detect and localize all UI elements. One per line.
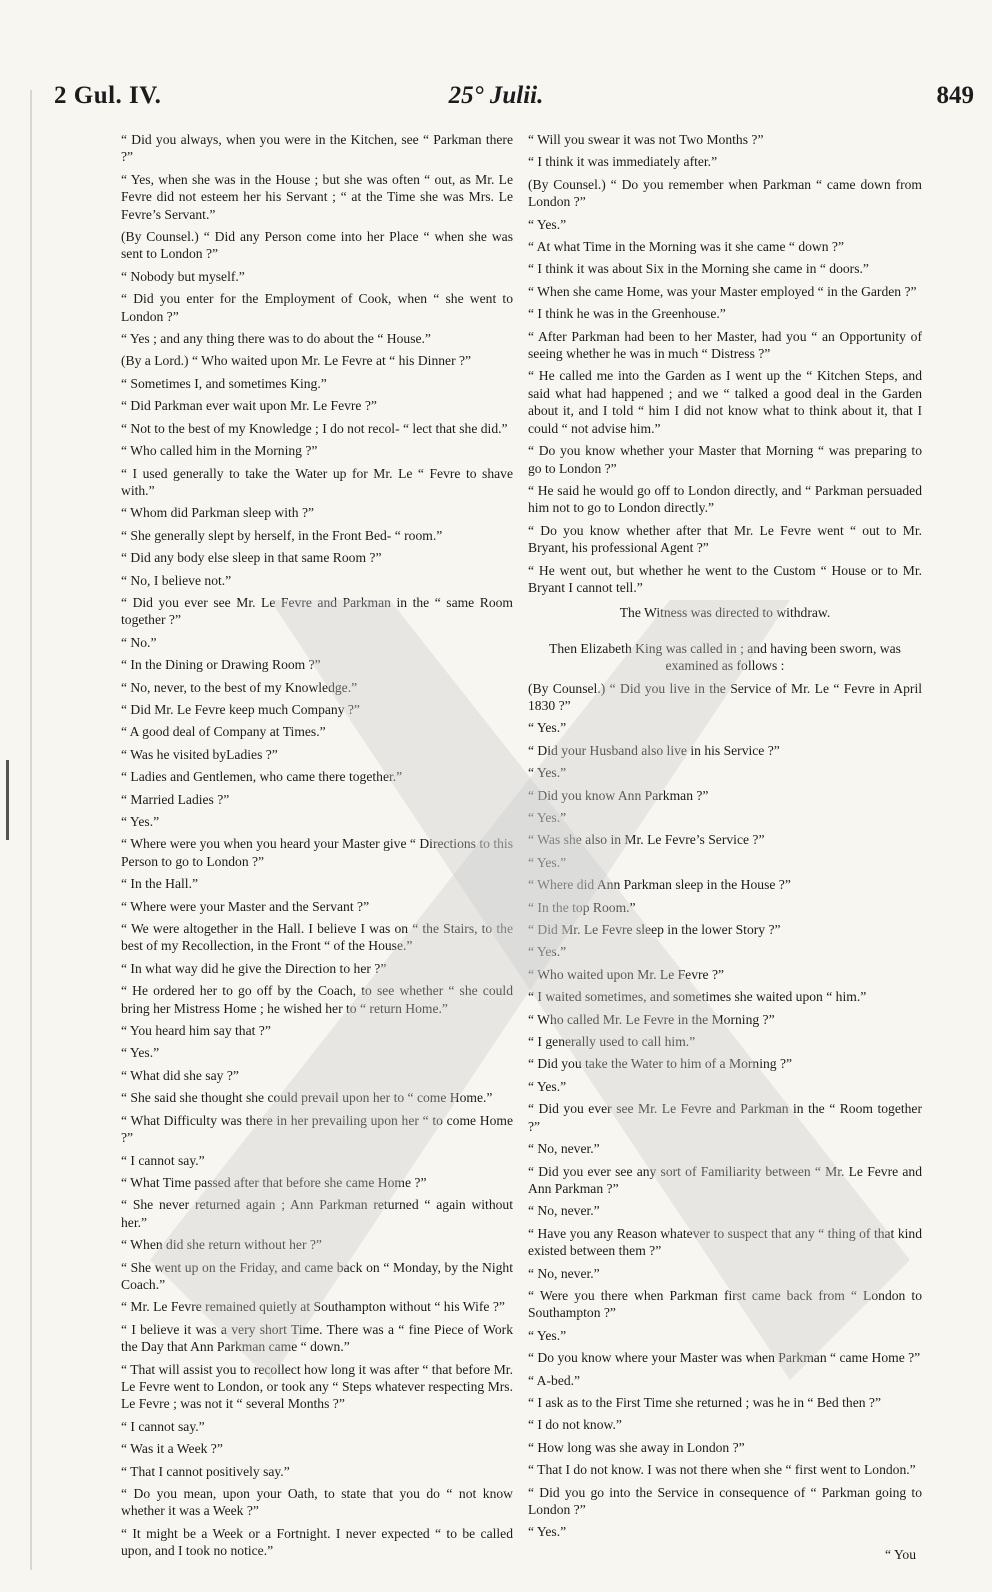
testimony-paragraph: “ Will you swear it was not Two Months ?” bbox=[528, 132, 764, 147]
testimony-paragraph: “ Nobody but myself.” bbox=[121, 268, 245, 284]
testimony-paragraph: “ Did you always, when you were in the Kitchen, see “ Parkman there ?” bbox=[121, 132, 513, 165]
testimony-paragraph: “ I cannot say.” bbox=[121, 1152, 205, 1168]
testimony-paragraph: “ We were altogether in the Hall. I believe I was on “ the Stairs, to the best of my Recollection, in the Front “ of the House.” bbox=[121, 921, 513, 954]
testimony-paragraph: “ Not to the best of my Knowledge ; I do not recol- “ lect that she did.” bbox=[121, 420, 508, 436]
testimony-paragraph: “ I think it was about Six in the Morning she came in “ doors.” bbox=[528, 261, 869, 277]
date-heading: 25° Julii. bbox=[448, 82, 544, 109]
testimony-paragraph: “ Yes.” bbox=[528, 1078, 567, 1094]
regnal-year: 2 Gul. IV. bbox=[54, 82, 162, 109]
testimony-paragraph: “ Did you take the Water to him of a Morning ?” bbox=[528, 1056, 793, 1072]
testimony-paragraph: “ That I cannot positively say.” bbox=[121, 1463, 290, 1479]
testimony-paragraph: “ What Time passed after that before she came Home ?” bbox=[121, 1174, 427, 1190]
catchword: “ You bbox=[885, 1546, 916, 1562]
testimony-paragraph: “ He said he would go off to London directly, and “ Parkman persuaded him not to go to London directly.” bbox=[528, 482, 922, 516]
right-column-king-testimony bbox=[528, 680, 922, 1541]
page-edge-shadow bbox=[30, 90, 32, 1570]
testimony-paragraph: (By Counsel.) “ Did any Person come into her Place “ when she was sent to London ?” bbox=[121, 229, 513, 262]
testimony-paragraph: “ I waited sometimes, and sometimes she waited upon “ him.” bbox=[528, 989, 867, 1005]
testimony-paragraph: “ After Parkman had been to her Master, had you “ an Opportunity of seeing whether he was in much “ Distress ?” bbox=[528, 328, 922, 362]
testimony-paragraph: “ When did she return without her ?” bbox=[121, 1237, 322, 1253]
testimony-paragraph: “ In the Hall.” bbox=[121, 876, 198, 892]
testimony-paragraph: “ Were you there when Parkman first came back from “ London to Southampton ?” bbox=[528, 1287, 922, 1321]
testimony-paragraph: “ Did Parkman ever wait upon Mr. Le Fevre ?” bbox=[121, 398, 377, 414]
testimony-paragraph: “ Who called him in the Morning ?” bbox=[121, 443, 318, 459]
testimony-paragraph: “ Married Ladies ?” bbox=[121, 791, 230, 807]
testimony-paragraph: “ A-bed.” bbox=[528, 1372, 581, 1388]
testimony-paragraph: “ Yes.” bbox=[528, 944, 567, 960]
page-header bbox=[0, 82, 992, 122]
testimony-paragraph: “ Yes.” bbox=[121, 1045, 160, 1061]
testimony-paragraph: “ In the top Room.” bbox=[528, 899, 636, 915]
called-in-note: Then Elizabeth King was called in ; and having been sworn, was examined as follows : bbox=[549, 640, 901, 674]
testimony-paragraph: “ Did any body else sleep in that same Room ?” bbox=[121, 550, 382, 566]
testimony-paragraph: “ She generally slept by herself, in the Front Bed- “ room.” bbox=[121, 527, 443, 543]
testimony-paragraph: “ You heard him say that ?” bbox=[121, 1023, 271, 1039]
testimony-paragraph: (By Counsel.) “ Do you remember when Parkman “ came down from London ?” bbox=[528, 176, 922, 210]
testimony-paragraph: “ Did Mr. Le Fevre keep much Company ?” bbox=[121, 701, 360, 717]
testimony-paragraph: “ I ask as to the First Time she returned ; was he in “ Bed then ?” bbox=[528, 1394, 881, 1410]
testimony-paragraph: “ He went out, but whether he went to the Custom “ House or to Mr. Bryant I cannot tell.” bbox=[528, 562, 922, 595]
testimony-paragraph: “ She said she thought she could prevail upon her to “ come Home.” bbox=[121, 1090, 493, 1106]
testimony-paragraph: “ Did your Husband also live in his Service ?” bbox=[528, 742, 780, 758]
testimony-paragraph: “ Did you enter for the Employment of Cook, when “ she went to London ?” bbox=[121, 291, 513, 324]
right-column bbox=[528, 131, 922, 1563]
testimony-paragraph: “ It might be a Week or a Fortnight. I never expected “ to be called upon, and I took no notice.” bbox=[121, 1525, 513, 1559]
testimony-paragraph: “ Yes ; and any thing there was to do about the “ House.” bbox=[121, 331, 431, 347]
testimony-paragraph: “ A good deal of Company at Times.” bbox=[121, 724, 326, 740]
testimony-paragraph: “ Did you ever see Mr. Le Fevre and Parkman in the “ same Room together ?” bbox=[121, 594, 513, 628]
testimony-paragraph: “ No, I believe not.” bbox=[121, 572, 232, 588]
testimony-paragraph: “ In the Dining or Drawing Room ?” bbox=[121, 657, 321, 673]
testimony-paragraph: “ What did she say ?” bbox=[121, 1067, 239, 1083]
testimony-paragraph: “ No, never.” bbox=[528, 1265, 600, 1281]
testimony-paragraph: “ Where did Ann Parkman sleep in the House ?” bbox=[528, 877, 791, 893]
withdraw-note: The Witness was directed to withdraw. bbox=[619, 605, 831, 621]
testimony-paragraph: “ Do you know whether after that Mr. Le Fevre went “ out to Mr. Bryant, his professional Agent ?” bbox=[528, 522, 922, 556]
testimony-paragraph: “ Sometimes I, and sometimes King.” bbox=[121, 375, 327, 391]
testimony-paragraph: “ Did Mr. Le Fevre sleep in the lower Story ?” bbox=[528, 922, 781, 938]
testimony-paragraph: “ Did you go into the Service in consequence of “ Parkman going to London ?” bbox=[528, 1484, 922, 1517]
testimony-paragraph: “ Yes.” bbox=[528, 810, 567, 825]
testimony-paragraph: “ Where were your Master and the Servant ?” bbox=[121, 898, 370, 914]
testimony-paragraph: “ He called me into the Garden as I went up the “ Kitchen Steps, and said what had happened ; and we “ talked a good deal in the Garden about it, and I told “ him I did not know what to think about it, that I could “ not advise him.” bbox=[528, 368, 922, 436]
testimony-paragraph: “ Was she also in Mr. Le Fevre’s Service ?” bbox=[528, 832, 765, 848]
testimony-paragraph: “ No, never, to the best of my Knowledge.” bbox=[121, 679, 358, 695]
testimony-paragraph: “ Did you ever see any sort of Familiarity between “ Mr. Le Fevre and Ann Parkman ?” bbox=[528, 1163, 922, 1196]
testimony-paragraph: “ I generally used to call him.” bbox=[528, 1034, 696, 1050]
testimony-paragraph: “ Mr. Le Fevre remained quietly at Southampton without “ his Wife ?” bbox=[121, 1299, 505, 1315]
testimony-paragraph: “ Was it a Week ?” bbox=[121, 1441, 223, 1457]
testimony-paragraph: “ Yes.” bbox=[528, 720, 567, 736]
testimony-paragraph: “ Whom did Parkman sleep with ?” bbox=[121, 505, 315, 521]
testimony-paragraph: “ She never returned again ; Ann Parkman returned “ again without her.” bbox=[121, 1197, 513, 1230]
testimony-paragraph: “ No, never.” bbox=[528, 1141, 600, 1157]
testimony-paragraph: “ Do you know whether your Master that Morning “ was preparing to go to London ?” bbox=[528, 443, 922, 476]
testimony-paragraph: “ Did you know Ann Parkman ?” bbox=[528, 787, 709, 803]
right-column-testimony bbox=[528, 131, 922, 596]
testimony-paragraph: “ She went up on the Friday, and came back on “ Monday, by the Night Coach.” bbox=[121, 1259, 513, 1292]
testimony-paragraph: “ I think he was in the Greenhouse.” bbox=[528, 306, 726, 322]
testimony-paragraph: “ Yes.” bbox=[528, 854, 567, 870]
testimony-paragraph: “ Ladies and Gentlemen, who came there together.” bbox=[121, 769, 403, 785]
testimony-paragraph: “ That I do not know. I was not there when she “ first went to London.” bbox=[528, 1462, 916, 1478]
testimony-paragraph: “ That will assist you to recollect how long it was after “ that before Mr. Le Fevre went to London, or took any “ Steps whatever respecting Mrs. Le Fevre ; was not it “ several Months ?” bbox=[121, 1361, 513, 1412]
testimony-paragraph: “ How long was she away in London ?” bbox=[528, 1439, 745, 1455]
testimony-paragraph: “ In what way did he give the Direction to her ?” bbox=[121, 960, 387, 976]
testimony-paragraph: “ Have you any Reason whatever to suspect that any “ thing of that kind existed between them ?” bbox=[528, 1225, 922, 1259]
page-number: 849 bbox=[936, 82, 974, 109]
testimony-paragraph: “ Yes.” bbox=[121, 814, 160, 829]
testimony-paragraph: “ Who called Mr. Le Fevre in the Morning ?” bbox=[528, 1011, 775, 1027]
testimony-paragraph: “ Yes.” bbox=[528, 1327, 567, 1343]
testimony-paragraph: “ Yes.” bbox=[528, 216, 567, 232]
testimony-paragraph: (By a Lord.) “ Who waited upon Mr. Le Fevre at “ his Dinner ?” bbox=[121, 353, 472, 369]
testimony-paragraph: “ I cannot say.” bbox=[121, 1418, 205, 1434]
testimony-paragraph: “ Who waited upon Mr. Le Fevre ?” bbox=[528, 966, 725, 982]
testimony-paragraph: “ He ordered her to go off by the Coach, to see whether “ she could bring her Mistress Home ; he wished her to “ return Home.” bbox=[121, 983, 513, 1016]
testimony-paragraph: “ I think it was immediately after.” bbox=[528, 154, 718, 170]
testimony-paragraph: “ Do you mean, upon your Oath, to state that you do “ not know whether it was a Week ?” bbox=[121, 1486, 513, 1519]
testimony-paragraph: “ No, never.” bbox=[528, 1203, 600, 1219]
testimony-paragraph: “ What Difficulty was there in her prevailing upon her “ to come Home ?” bbox=[121, 1112, 513, 1146]
testimony-paragraph: “ Where were you when you heard your Master give “ Directions to this Person to go to London ?” bbox=[121, 836, 513, 869]
testimony-paragraph: “ At what Time in the Morning was it she came “ down ?” bbox=[528, 239, 845, 255]
testimony-paragraph: “ I do not know.” bbox=[528, 1417, 622, 1433]
testimony-paragraph: “ Do you know where your Master was when Parkman “ came Home ?” bbox=[528, 1350, 921, 1366]
testimony-paragraph: (By Counsel.) “ Did you live in the Service of Mr. Le “ Fevre in April 1830 ?” bbox=[528, 680, 922, 713]
testimony-paragraph: “ Yes.” bbox=[528, 765, 567, 781]
binding-mark bbox=[6, 760, 9, 840]
testimony-paragraph: “ Did you ever see Mr. Le Fevre and Parkman in the “ Room together ?” bbox=[528, 1101, 922, 1134]
left-column bbox=[121, 131, 513, 1565]
testimony-paragraph: “ When she came Home, was your Master employed “ in the Garden ?” bbox=[528, 283, 917, 299]
testimony-paragraph: “ Yes.” bbox=[528, 1524, 567, 1540]
testimony-paragraph: “ I used generally to take the Water up for Mr. Le “ Fevre to shave with.” bbox=[121, 465, 513, 498]
testimony-paragraph: “ I believe it was a very short Time. There was a “ fine Piece of Work the Day that Ann Parkman came “ down.” bbox=[121, 1321, 513, 1355]
testimony-paragraph: “ No.” bbox=[121, 634, 157, 650]
testimony-paragraph: “ Yes, when she was in the House ; but she was often “ out, as Mr. Le Fevre did not esteem her his Servant ; “ at the Time she was Mrs. Le Fevre’s Servant.” bbox=[121, 171, 513, 222]
testimony-paragraph: “ Was he visited byLadies ?” bbox=[121, 746, 278, 762]
